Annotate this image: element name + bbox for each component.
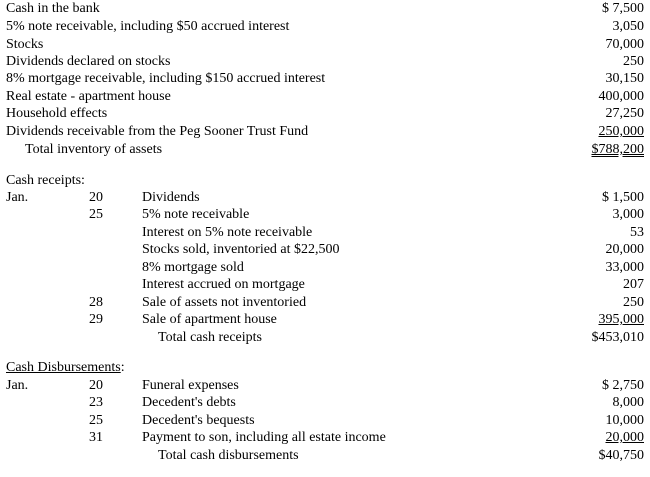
receipt-label: Stocks sold, inventoried at $22,500 [142, 242, 340, 257]
inventory-label: Dividends declared on stocks [6, 54, 171, 69]
inventory-amount: 400,000 [598, 89, 644, 104]
receipts-heading: Cash receipts: [6, 173, 85, 188]
disbursements-heading-text: Cash Disbursements [6, 360, 121, 375]
inventory-amount: 27,250 [605, 106, 644, 121]
disbursement-day: 20 [89, 378, 103, 393]
disbursement-amount: 20,000 [605, 430, 644, 445]
inventory-total-label: Total inventory of assets [25, 142, 163, 157]
inventory-amount: 250 [623, 54, 644, 69]
receipt-row [0, 241, 650, 258]
inventory-amount: 3,050 [612, 19, 644, 34]
disbursements-heading [6, 359, 125, 376]
receipt-label: Dividends [142, 190, 200, 205]
disbursement-amount: $ 2,750 [602, 378, 644, 393]
receipt-amount: 207 [623, 277, 644, 292]
receipt-amount: 3,000 [612, 207, 644, 222]
disbursements-month: Jan. [6, 378, 29, 393]
inventory-label: Dividends receivable from the Peg Sooner Trust Fund [6, 124, 309, 139]
receipts-heading-row [0, 172, 650, 189]
disbursement-label: Decedent's debts [142, 395, 236, 410]
inventory-label: Stocks [6, 37, 44, 52]
disbursement-row [0, 394, 650, 411]
disbursement-label: Funeral expenses [142, 378, 239, 393]
inventory-row [0, 70, 650, 87]
receipt-day: 29 [89, 312, 103, 327]
disbursements-heading-row [0, 359, 650, 376]
inventory-row [0, 18, 650, 35]
disbursement-row [0, 429, 650, 446]
inventory-label: 8% mortgage receivable, including $150 accrued interest [6, 71, 326, 86]
disbursement-day: 25 [89, 413, 103, 428]
disbursement-row [0, 412, 650, 429]
receipt-day: 25 [89, 207, 103, 222]
inventory-row [0, 53, 650, 70]
receipt-amount: 395,000 [598, 312, 644, 327]
disbursements-total-amount: $40,750 [598, 448, 644, 463]
inventory-row [0, 123, 650, 140]
receipt-row [0, 311, 650, 328]
inventory-amount: 30,150 [605, 71, 644, 86]
inventory-row [0, 0, 650, 17]
disbursement-amount: 8,000 [612, 395, 644, 410]
receipt-amount: 53 [630, 225, 644, 240]
disbursements-total-label: Total cash disbursements [158, 448, 299, 463]
disbursements-heading-colon: : [120, 360, 125, 375]
inventory-label: Cash in the bank [6, 1, 100, 16]
receipts-month: Jan. [6, 190, 29, 205]
inventory-row [0, 36, 650, 53]
receipt-amount: 33,000 [605, 260, 644, 275]
receipt-row [0, 259, 650, 276]
receipt-label: 8% mortgage sold [142, 260, 244, 275]
receipt-label: Interest accrued on mortgage [142, 277, 305, 292]
disbursement-day: 23 [89, 395, 103, 410]
receipts-total-label: Total cash receipts [158, 330, 262, 345]
receipt-amount: 250 [623, 295, 644, 310]
receipt-label: Interest on 5% note receivable [142, 225, 313, 240]
inventory-row [0, 105, 650, 122]
disbursement-label: Decedent's bequests [142, 413, 255, 428]
inventory-amount: 250,000 [598, 124, 644, 139]
receipt-row [0, 189, 650, 206]
receipt-amount: 20,000 [605, 242, 644, 257]
inventory-label: Real estate - apartment house [6, 89, 171, 104]
receipts-total-row [0, 329, 650, 346]
inventory-amount: 70,000 [605, 37, 644, 52]
disbursement-row [0, 377, 650, 394]
disbursement-day: 31 [89, 430, 103, 445]
inventory-total-amount: $788,200 [591, 142, 644, 157]
receipts-total-amount: $453,010 [591, 330, 644, 345]
receipt-amount: $ 1,500 [602, 190, 644, 205]
inventory-amount: $ 7,500 [602, 1, 644, 16]
disbursements-total-row [0, 447, 650, 464]
inventory-label: Household effects [6, 106, 108, 121]
inventory-total-row [0, 141, 650, 158]
inventory-row [0, 88, 650, 105]
receipt-day: 28 [89, 295, 103, 310]
receipt-row [0, 294, 650, 311]
disbursement-label: Payment to son, including all estate income [142, 430, 386, 445]
inventory-label: 5% note receivable, including $50 accrued interest [6, 19, 290, 34]
disbursement-amount: 10,000 [605, 413, 644, 428]
receipt-label: 5% note receivable [142, 207, 250, 222]
receipt-row [0, 224, 650, 241]
receipt-row [0, 276, 650, 293]
receipt-row [0, 206, 650, 223]
receipt-label: Sale of assets not inventoried [142, 295, 307, 310]
receipt-label: Sale of apartment house [142, 312, 277, 327]
receipt-day: 20 [89, 190, 103, 205]
